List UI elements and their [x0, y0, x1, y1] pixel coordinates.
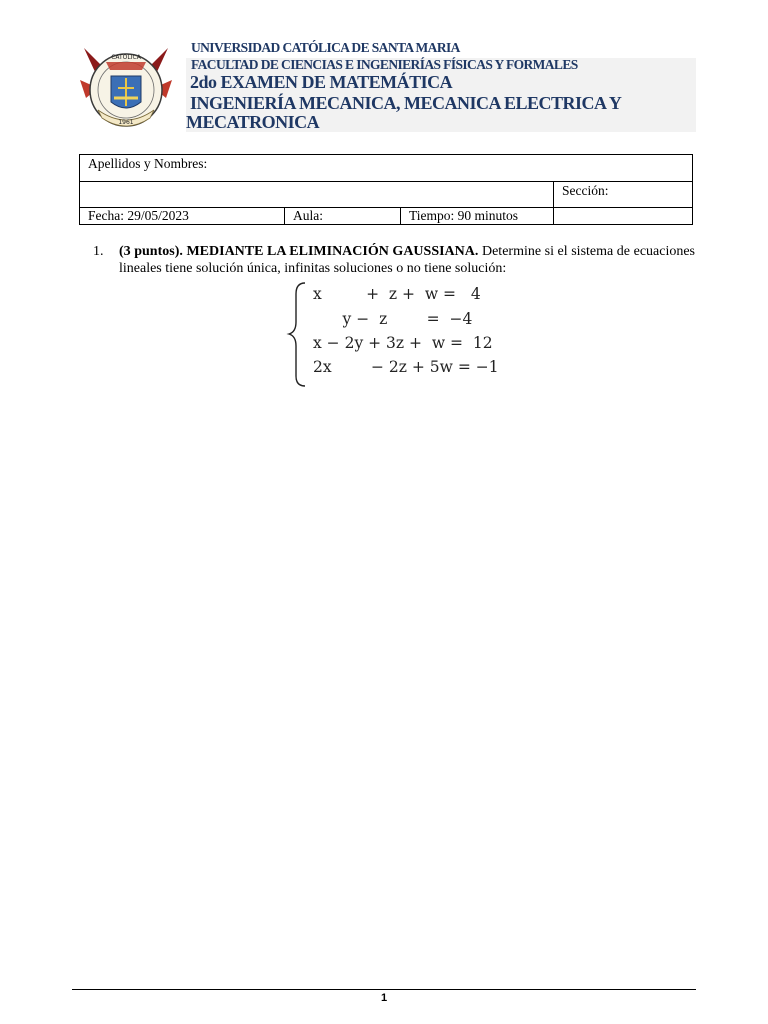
date-field: Fecha: 29/05/2023 [80, 208, 285, 225]
logo-text-bottom: 1961 [118, 119, 134, 126]
left-brace-icon [285, 280, 315, 390]
equation-1: x + z + w = 4 [313, 285, 481, 303]
page-number: 1 [380, 992, 388, 1004]
exam-title: 2do EXAMEN DE MATEMÁTICA [190, 72, 453, 92]
section-blank-field[interactable] [554, 208, 693, 225]
careers-line-1: INGENIERÍA MECANICA, MECANICA ELECTRICA Y [190, 93, 622, 113]
question-method: MEDIANTE LA ELIMINACIÓN GAUSSIANA. [186, 244, 479, 259]
equation-system [285, 280, 525, 390]
question-points: (3 puntos). [119, 244, 183, 259]
footer-divider [72, 989, 696, 990]
university-logo [76, 40, 176, 136]
equation-4: 2x − 2z + 5w = −1 [313, 358, 499, 376]
section-field[interactable]: Sección: [554, 182, 693, 208]
room-field[interactable]: Aula: [285, 208, 401, 225]
names-field[interactable]: Apellidos y Nombres: [80, 155, 693, 182]
names-blank-field[interactable] [80, 182, 554, 208]
question-body [119, 243, 695, 277]
time-field: Tiempo: 90 minutos [401, 208, 554, 225]
equation-3: x − 2y + 3z + w = 12 [313, 334, 493, 352]
university-name: UNIVERSIDAD CATÓLICA DE SANTA MARIA [191, 40, 460, 55]
logo-text-top: CATOLICA [111, 54, 141, 61]
careers-line-2: MECATRONICA [186, 112, 320, 132]
question-number: 1. [93, 244, 104, 259]
faculty-name: FACULTAD DE CIENCIAS E INGENIERÍAS FÍSICAS Y FORMALES [191, 57, 578, 72]
equation-2: y − z = −4 [313, 310, 473, 328]
student-info-table [79, 154, 693, 225]
question-text: Determine si el sistema de ecuaciones lineales tiene solución única, infinitas soluciones o no tiene solución: [119, 244, 696, 276]
